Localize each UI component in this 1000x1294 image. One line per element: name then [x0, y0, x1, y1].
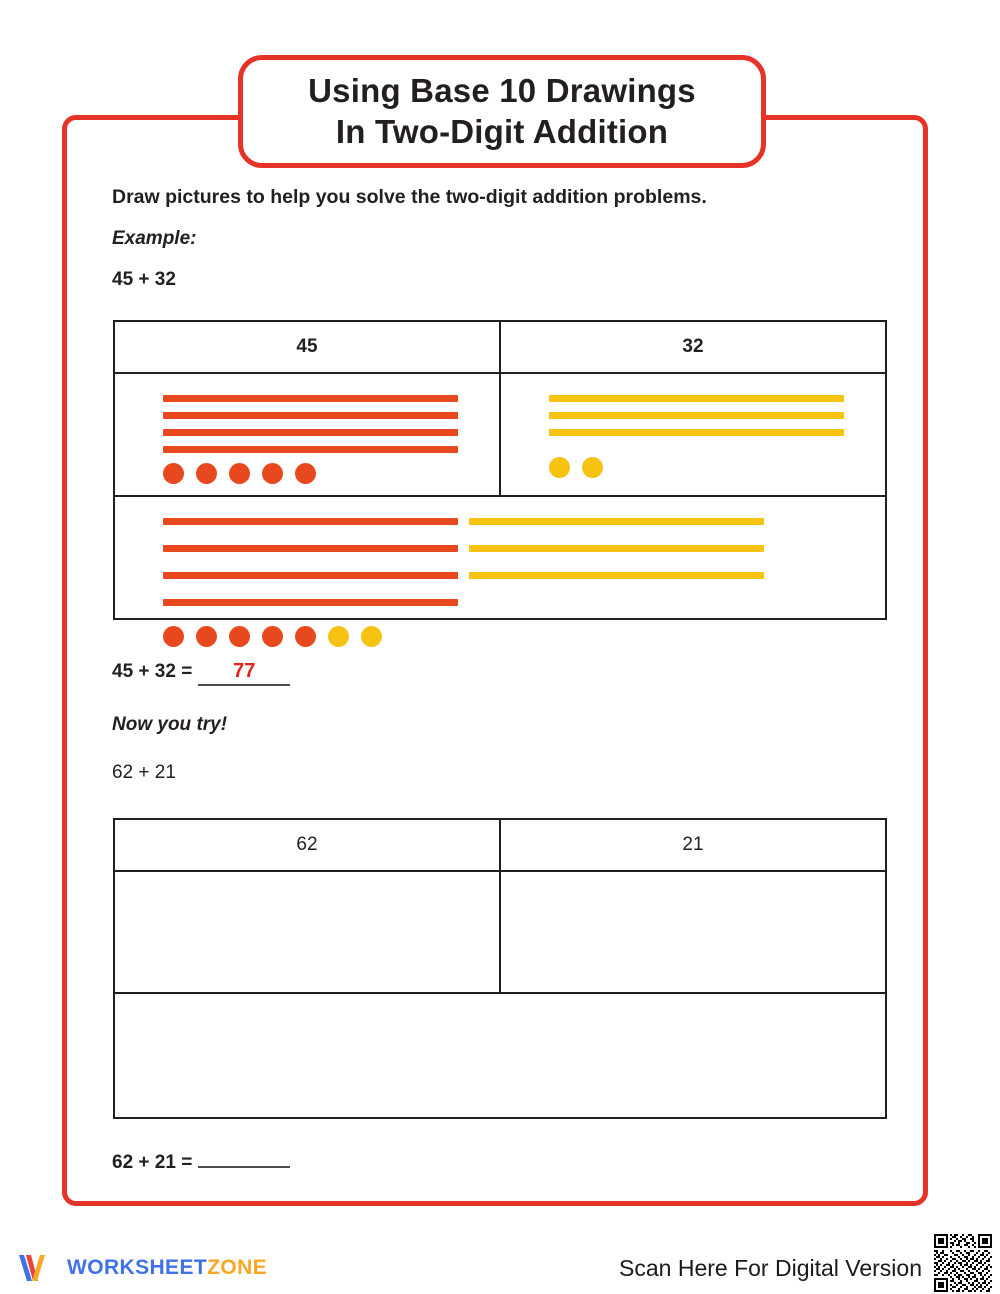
example-addend-2-cell — [501, 374, 885, 495]
example-addend-1-cell — [115, 374, 501, 495]
scan-here-text: Scan Here For Digital Version — [619, 1255, 922, 1281]
ten-rod — [163, 429, 458, 436]
example-answer-blank[interactable]: 77 — [198, 660, 290, 686]
example-label: Example: — [112, 228, 197, 249]
worksheet-title-banner — [238, 55, 766, 168]
ten-rod — [549, 395, 844, 402]
page-title-line-2: In Two-Digit Addition — [335, 112, 669, 150]
rod-line — [163, 599, 764, 616]
example-answer-row — [112, 660, 290, 686]
ones-dots-group — [163, 463, 458, 484]
logo-word-zone: ZONE — [207, 1256, 268, 1279]
practice-expression: 62 + 21 — [112, 762, 176, 783]
one-dot — [163, 626, 184, 647]
one-dot — [361, 626, 382, 647]
ten-rod — [469, 518, 764, 525]
one-dot — [262, 626, 283, 647]
ten-rod — [469, 545, 764, 552]
ten-rod — [163, 446, 458, 453]
ten-rod — [163, 599, 458, 606]
practice-base-ten-table — [113, 818, 887, 1119]
example-sum-row — [115, 497, 885, 618]
one-dot — [295, 463, 316, 484]
one-dot — [229, 626, 250, 647]
one-dot — [229, 463, 250, 484]
practice-answer-blank[interactable] — [198, 1165, 290, 1168]
worksheet-zone-logo-icon — [18, 1252, 58, 1284]
tens-rods-group — [163, 395, 458, 453]
one-dot — [328, 626, 349, 647]
example-addend-2-header: 32 — [682, 336, 704, 357]
ten-rod — [163, 572, 458, 579]
ten-rod — [549, 429, 844, 436]
tens-rods-group — [549, 395, 844, 436]
one-dot — [582, 457, 603, 478]
example-base-ten-table — [113, 320, 887, 620]
tens-rods-group — [163, 518, 764, 616]
one-dot — [196, 626, 217, 647]
ten-rod — [163, 545, 458, 552]
worksheet-zone-logo[interactable] — [18, 1252, 267, 1284]
practice-addends-row — [115, 872, 885, 994]
one-dot — [163, 463, 184, 484]
ten-rod — [549, 412, 844, 419]
practice-addend-1-cell[interactable] — [115, 872, 501, 992]
qr-code-icon[interactable] — [934, 1234, 992, 1292]
example-addends-row — [115, 374, 885, 497]
practice-table-header-row — [115, 820, 885, 872]
rod-line — [163, 572, 764, 589]
ten-rod — [469, 572, 764, 579]
one-dot — [262, 463, 283, 484]
practice-addend-2-header: 21 — [682, 834, 704, 855]
practice-sum-cell[interactable] — [115, 994, 885, 1117]
practice-addend-2-cell[interactable] — [501, 872, 885, 992]
practice-answer-row — [112, 1152, 290, 1174]
now-you-try-label: Now you try! — [112, 714, 228, 735]
ones-dots-group — [163, 626, 764, 647]
ten-rod — [163, 518, 458, 525]
logo-word-worksheet: WORKSHEET — [67, 1256, 208, 1279]
example-table-header-row — [115, 322, 885, 374]
ones-dots-group — [549, 457, 844, 478]
instruction-text: Draw pictures to help you solve the two-digit addition problems. — [112, 186, 707, 208]
base-ten-drawing-32 — [549, 395, 844, 478]
page-title-line-1: Using Base 10 Drawings — [308, 72, 696, 110]
practice-answer-equation: 62 + 21 = — [112, 1152, 193, 1173]
one-dot — [196, 463, 217, 484]
worksheet-zone-logo-text — [67, 1256, 267, 1280]
example-addend-1-header: 45 — [115, 322, 501, 372]
rod-line — [163, 545, 764, 562]
practice-addend-1-header: 62 — [115, 820, 501, 870]
example-answer-equation: 45 + 32 = — [112, 661, 193, 682]
rod-line — [163, 518, 764, 535]
one-dot — [549, 457, 570, 478]
base-ten-drawing-45 — [163, 395, 458, 484]
ten-rod — [163, 412, 458, 419]
example-expression: 45 + 32 — [112, 269, 176, 290]
one-dot — [295, 626, 316, 647]
ten-rod — [163, 395, 458, 402]
base-ten-drawing-sum-77 — [163, 518, 764, 647]
